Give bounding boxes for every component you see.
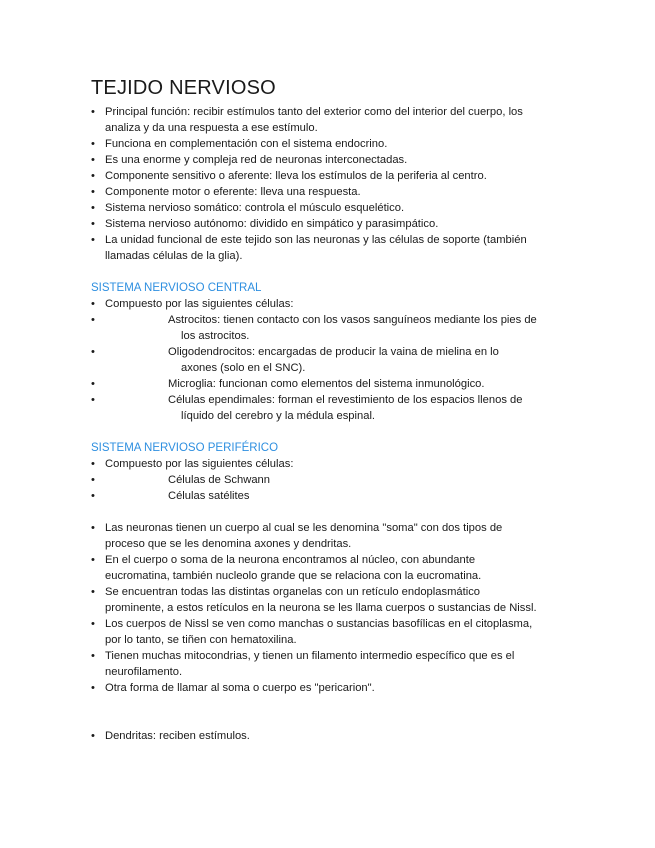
- bullet-line: Compuesto por las siguientes células:: [105, 458, 294, 470]
- bullet-line: Sistema nervioso autónomo: dividido en simpático y parasimpático.: [105, 218, 439, 230]
- central-lead: [91, 296, 571, 312]
- bullet-line: Células ependimales: forman el revestimiento de los espacios llenos de: [168, 394, 523, 406]
- bullet-icon: •: [91, 170, 95, 182]
- bullet-line: axones (solo en el SNC).: [181, 362, 306, 374]
- bullet-line: Oligodendrocitos: encargadas de producir la vaina de mielina en lo: [168, 346, 499, 358]
- bullet-line: líquido del cerebro y la médula espinal.: [181, 410, 376, 422]
- intro-bullet-6: [91, 200, 571, 216]
- bullet-line: analiza y da una respuesta a ese estímulo.: [105, 122, 318, 134]
- neuron-bullet-1: [91, 520, 571, 552]
- intro-bullet-3: [91, 152, 571, 168]
- bullet-icon: •: [91, 218, 95, 230]
- bullet-line: Astrocitos: tienen contacto con los vasos sanguíneos mediante los pies de: [168, 314, 537, 326]
- bullet-line: proceso que se les denomina axones y dendritas.: [105, 538, 352, 550]
- bullet-icon: •: [91, 522, 95, 534]
- intro-bullet-1: [91, 104, 571, 136]
- bullet-line: Componente motor o eferente: lleva una respuesta.: [105, 186, 361, 198]
- bullet-icon: •: [91, 186, 95, 198]
- bullet-icon: •: [91, 682, 95, 694]
- bullet-line: Principal función: recibir estímulos tanto del exterior como del interior del cuerpo, los: [105, 106, 523, 118]
- bullet-icon: •: [91, 730, 95, 742]
- bullet-line: Sistema nervioso somático: controla el músculo esquelético.: [105, 202, 405, 214]
- bullet-icon: •: [91, 106, 95, 118]
- neuron-bullet-6: [91, 680, 571, 696]
- bullet-icon: •: [91, 458, 95, 470]
- section-heading-peripheral: SISTEMA NERVIOSO PERIFÉRICO: [91, 442, 279, 454]
- bullet-icon: •: [91, 346, 95, 358]
- bullet-line: En el cuerpo o soma de la neurona encontramos al núcleo, con abundante: [105, 554, 476, 566]
- bullet-icon: •: [91, 138, 95, 150]
- bullet-line: Dendritas: reciben estímulos.: [105, 730, 250, 742]
- bullet-line: Tienen muchas mitocondrias, y tienen un filamento intermedio específico que es el: [105, 650, 515, 662]
- central-item-microglia: [91, 376, 571, 392]
- neuron-bullet-3: [91, 584, 571, 616]
- central-item-ependimales: [91, 392, 571, 424]
- bullet-line: Funciona en complementación con el sistema endocrino.: [105, 138, 388, 150]
- bullet-line: Células de Schwann: [168, 474, 270, 486]
- bullet-line: prominente, a estos retículos en la neurona se les llama cuerpos o sustancias de Nissl.: [105, 602, 537, 614]
- bullet-icon: •: [91, 154, 95, 166]
- bullet-icon: •: [91, 234, 95, 246]
- bullet-icon: •: [91, 554, 95, 566]
- dendrites-bullet: [91, 728, 571, 744]
- bullet-line: La unidad funcional de este tejido son las neuronas y las células de soporte (también: [105, 234, 527, 246]
- intro-bullet-8: [91, 232, 571, 264]
- central-item-oligodendrocitos: [91, 344, 571, 376]
- bullet-line: los astrocitos.: [181, 330, 250, 342]
- bullet-line: Los cuerpos de Nissl se ven como manchas o sustancias basofílicas en el citoplasma,: [105, 618, 533, 630]
- bullet-icon: •: [91, 490, 95, 502]
- bullet-line: por lo tanto, se tiñen con hematoxilina.: [105, 634, 297, 646]
- central-item-astrocitos: [91, 312, 571, 344]
- peripheral-item-schwann: [91, 472, 571, 488]
- bullet-icon: •: [91, 394, 95, 406]
- bullet-icon: •: [91, 314, 95, 326]
- bullet-icon: •: [91, 378, 95, 390]
- intro-bullet-7: [91, 216, 571, 232]
- bullet-line: Compuesto por las siguientes células:: [105, 298, 294, 310]
- peripheral-lead: [91, 456, 571, 472]
- bullet-line: Es una enorme y compleja red de neuronas interconectadas.: [105, 154, 408, 166]
- bullet-icon: •: [91, 202, 95, 214]
- bullet-line: llamadas células de la glia).: [105, 250, 243, 262]
- bullet-icon: •: [91, 618, 95, 630]
- bullet-line: neurofilamento.: [105, 666, 183, 678]
- neuron-bullet-4: [91, 616, 571, 648]
- section-heading-central: SISTEMA NERVIOSO CENTRAL: [91, 282, 262, 294]
- bullet-icon: •: [91, 298, 95, 310]
- bullet-icon: •: [91, 650, 95, 662]
- page-title: TEJIDO NERVIOSO: [91, 77, 276, 99]
- bullet-line: Las neuronas tienen un cuerpo al cual se les denomina "soma" con dos tipos de: [105, 522, 503, 534]
- bullet-line: Componente sensitivo o aferente: lleva los estímulos de la periferia al centro.: [105, 170, 487, 182]
- neuron-bullet-5: [91, 648, 571, 680]
- bullet-line: eucromatina, también nucleolo grande que se relaciona con la eucromatina.: [105, 570, 482, 582]
- peripheral-item-satelites: [91, 488, 571, 504]
- intro-bullet-2: [91, 136, 571, 152]
- bullet-line: Se encuentran todas las distintas organelas con un retículo endoplasmático: [105, 586, 481, 598]
- bullet-line: Microglia: funcionan como elementos del sistema inmunológico.: [168, 378, 485, 390]
- bullet-line: Otra forma de llamar al soma o cuerpo es "pericarion".: [105, 682, 375, 694]
- bullet-icon: •: [91, 474, 95, 486]
- bullet-line: Células satélites: [168, 490, 250, 502]
- bullet-icon: •: [91, 586, 95, 598]
- neuron-bullet-2: [91, 552, 571, 584]
- intro-bullet-4: [91, 168, 571, 184]
- intro-bullet-5: [91, 184, 571, 200]
